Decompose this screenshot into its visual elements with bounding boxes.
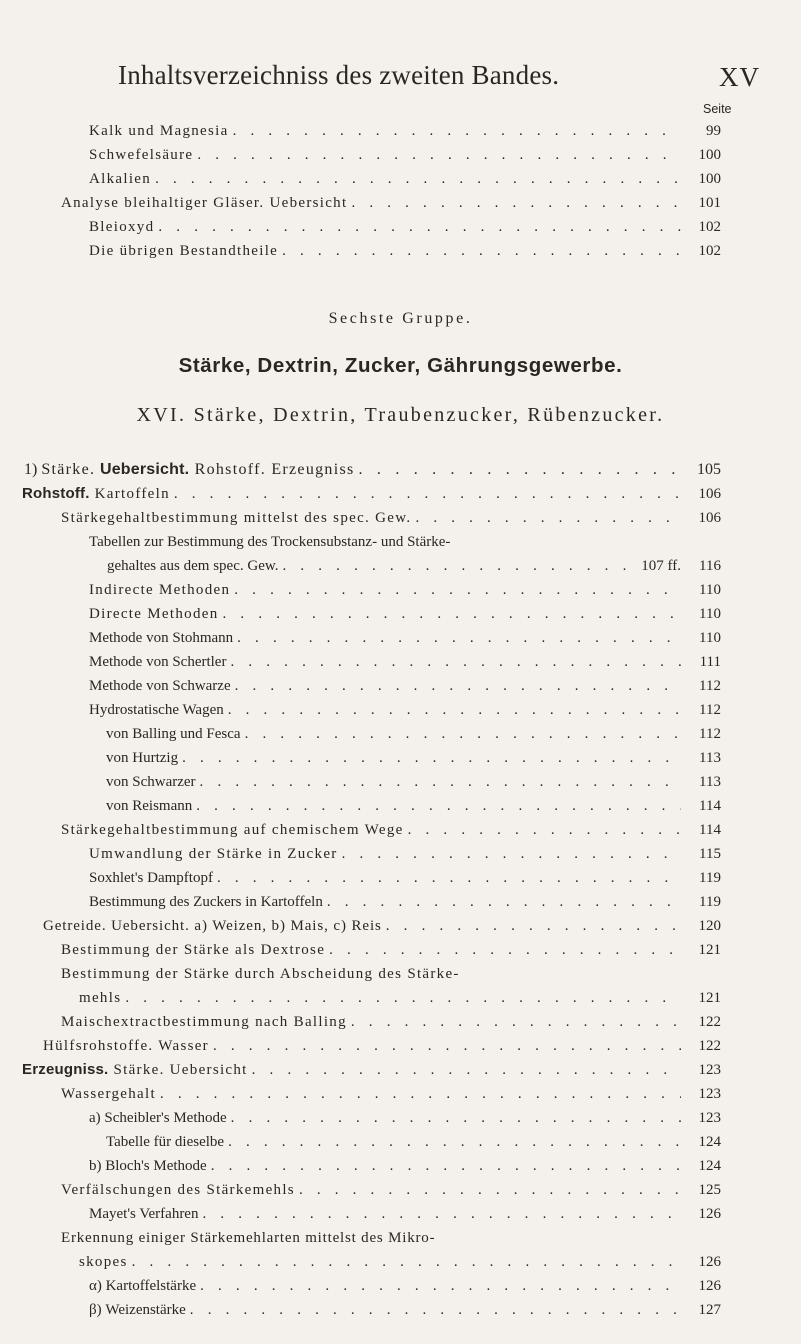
toc-entry-text: α) Kartoffelstärke bbox=[89, 1278, 197, 1294]
toc-entry-page: 99 bbox=[706, 123, 721, 139]
dot-leader bbox=[193, 143, 681, 167]
toc-entry bbox=[89, 578, 721, 602]
toc-entry bbox=[61, 962, 721, 986]
toc-entry-page: 110 bbox=[699, 582, 721, 598]
toc-entry-page: 114 bbox=[699, 822, 721, 838]
toc-entry-text: Wassergehalt bbox=[61, 1086, 156, 1102]
toc-entry-rest: Rohstoff. Erzeugniss bbox=[189, 461, 355, 478]
dot-leader bbox=[224, 698, 681, 722]
toc-entry-page: 123 bbox=[698, 1086, 721, 1102]
toc-entry bbox=[89, 674, 721, 698]
toc-entry-text: Analyse bleihaltiger Gläser. Uebersicht bbox=[61, 195, 348, 211]
toc-entry-text: Alkalien bbox=[89, 171, 152, 187]
toc-entry-page: 105 bbox=[697, 461, 721, 478]
dot-leader bbox=[207, 1154, 681, 1178]
toc-entry-page: 124 bbox=[698, 1134, 721, 1150]
toc-entry-page: 111 bbox=[699, 654, 721, 670]
toc-entry-text: Hülfsrohstoffe. Wasser bbox=[43, 1038, 209, 1054]
toc-entry-page: 122 bbox=[698, 1038, 721, 1054]
toc-entry bbox=[24, 458, 721, 482]
dot-leader bbox=[231, 674, 681, 698]
toc-entry-text: Methode von Schwarze bbox=[89, 678, 231, 694]
toc-entry-text: von Schwarzer bbox=[106, 774, 196, 790]
toc-entry-page: 126 bbox=[698, 1254, 721, 1270]
toc-entry-text: Mayet's Verfahren bbox=[89, 1206, 199, 1222]
toc-entry bbox=[106, 770, 721, 794]
dot-leader bbox=[224, 1130, 681, 1154]
page-numeral: XV bbox=[719, 62, 760, 92]
toc-entry bbox=[89, 602, 721, 626]
dot-leader bbox=[186, 1298, 681, 1322]
toc-entry-text: Bestimmung des Zuckers in Kartoffeln bbox=[89, 894, 323, 910]
toc-entry-text: Hydrostatische Wagen bbox=[89, 702, 224, 718]
group-label: Sechste Gruppe. bbox=[328, 310, 473, 327]
group-title: Stärke, Dextrin, Zucker, Gährungsgewerbe. bbox=[178, 354, 623, 377]
dot-leader bbox=[338, 842, 681, 866]
toc-entry-text: gehaltes aus dem spec. Gew. bbox=[107, 558, 279, 574]
dot-leader bbox=[347, 191, 681, 215]
toc-entry-text: Stärke. bbox=[41, 461, 96, 478]
toc-entry-text: Stärkegehaltbestimmung auf chemischem Wege bbox=[61, 822, 404, 838]
toc-entry bbox=[61, 1178, 721, 1202]
dot-leader bbox=[411, 506, 681, 530]
toc-entry bbox=[89, 119, 721, 143]
toc-entry bbox=[79, 1250, 721, 1274]
toc-entry-page: 123 bbox=[698, 1110, 721, 1126]
toc-entry-text: Bestimmung der Stärke durch Abscheidung des Stärke- bbox=[61, 966, 460, 982]
dot-leader bbox=[192, 794, 681, 818]
toc-entry bbox=[61, 191, 721, 215]
toc-entry-text: Stärkegehaltbestimmung mittelst des spec. Gew. bbox=[61, 510, 412, 526]
toc-entry-page: 106 bbox=[698, 510, 721, 526]
toc-entry bbox=[89, 1298, 721, 1322]
toc-entry-page: 102 bbox=[698, 219, 721, 235]
dot-leader bbox=[233, 626, 681, 650]
toc-entry-text: Die übrigen Bestandtheile bbox=[89, 243, 279, 259]
toc-entry bbox=[106, 722, 721, 746]
dot-leader bbox=[209, 1034, 681, 1058]
toc-entry-bold: Erzeugniss. bbox=[22, 1061, 109, 1078]
dot-leader bbox=[404, 818, 681, 842]
toc-entry-page: 100 bbox=[698, 147, 721, 163]
toc-entry-page: 112 bbox=[699, 702, 721, 718]
toc-entry bbox=[89, 215, 721, 239]
toc-entry bbox=[89, 1106, 721, 1130]
toc-entry bbox=[89, 698, 721, 722]
toc-entry bbox=[43, 914, 721, 938]
toc-entry bbox=[89, 143, 721, 167]
toc-entry-text: Getreide. Uebersicht. a) Weizen, b) Mais, c) Reis bbox=[43, 918, 382, 934]
running-header-title: Inhaltsverzeichniss des zweiten Bandes. bbox=[118, 60, 560, 90]
dot-leader bbox=[347, 1010, 681, 1034]
toc-entry-page: 110 bbox=[699, 606, 721, 622]
dot-leader bbox=[278, 554, 637, 578]
dot-leader bbox=[323, 890, 681, 914]
toc-entry-text: mehls bbox=[79, 990, 122, 1006]
toc-entry-page: 116 bbox=[699, 558, 721, 574]
toc-entry-text: b) Bloch's Methode bbox=[89, 1158, 207, 1174]
dot-leader bbox=[196, 770, 681, 794]
toc-entry-text: Methode von Schertler bbox=[89, 654, 227, 670]
toc-entry-text: Schwefelsäure bbox=[89, 147, 194, 163]
dot-leader bbox=[355, 458, 681, 482]
toc-entry-page: 110 bbox=[699, 630, 721, 646]
toc-entry-text: Kalk und Magnesia bbox=[89, 123, 229, 139]
toc-entry bbox=[43, 1034, 721, 1058]
dot-leader bbox=[128, 1250, 681, 1274]
toc-entry-page: 122 bbox=[698, 1014, 721, 1030]
toc-entry-page: 124 bbox=[698, 1158, 721, 1174]
toc-entry bbox=[89, 1202, 721, 1226]
toc-entry-text: Bestimmung der Stärke als Dextrose bbox=[61, 942, 326, 958]
toc-entry bbox=[89, 1274, 721, 1298]
toc-entry bbox=[61, 1082, 721, 1106]
toc-entry-text: Directe Methoden bbox=[89, 606, 219, 622]
toc-entry-text: Bleioxyd bbox=[89, 219, 155, 235]
toc-entry bbox=[107, 554, 721, 578]
toc-entry bbox=[89, 530, 721, 554]
toc-entry-text: β) Weizenstärke bbox=[89, 1302, 186, 1318]
dot-leader bbox=[227, 1106, 681, 1130]
dot-leader bbox=[230, 578, 681, 602]
dot-leader bbox=[278, 239, 681, 263]
toc-entry-text: Verfälschungen des Stärkemehls bbox=[61, 1182, 295, 1198]
dot-leader bbox=[198, 1202, 681, 1226]
toc-entry-page: 102 bbox=[698, 243, 721, 259]
toc-entry bbox=[22, 482, 721, 506]
toc-entry-text: Umwandlung der Stärke in Zucker bbox=[89, 846, 338, 862]
toc-entry-text: skopes bbox=[79, 1254, 128, 1270]
toc-entry-page: 112 bbox=[699, 678, 721, 694]
toc-entry-page: 101 bbox=[698, 195, 721, 211]
dot-leader bbox=[226, 650, 681, 674]
toc-entry-page: 121 bbox=[698, 990, 721, 1006]
toc-entry-page: 113 bbox=[699, 750, 721, 766]
toc-entry-text: Indirecte Methoden bbox=[89, 582, 231, 598]
toc-entry-text: Tabelle für dieselbe bbox=[106, 1134, 225, 1150]
toc-entry bbox=[61, 818, 721, 842]
toc-entry-range: 107 ff. bbox=[641, 558, 681, 574]
toc-entry bbox=[61, 506, 721, 530]
toc-entry-text: Maischextractbestimmung nach Balling bbox=[61, 1014, 347, 1030]
dot-leader bbox=[382, 914, 681, 938]
toc-entry bbox=[89, 866, 721, 890]
toc-entry bbox=[89, 890, 721, 914]
toc-entry bbox=[106, 1130, 721, 1154]
toc-entry-bold: Rohstoff. bbox=[22, 485, 90, 502]
toc-entry-text: von Reismann bbox=[106, 798, 193, 814]
toc-entry-text: Tabellen zur Bestimmung des Trockensubstanz- und Stärke- bbox=[89, 534, 451, 550]
toc-entry-text: von Balling und Fesca bbox=[106, 726, 241, 742]
toc-entry-text: Stärke. Uebersicht bbox=[108, 1062, 248, 1078]
chapter-title: XVI. Stärke, Dextrin, Traubenzucker, Rübenzucker. bbox=[136, 404, 665, 426]
toc-entry-page: 126 bbox=[698, 1206, 721, 1222]
toc-entry-page: 115 bbox=[699, 846, 721, 862]
toc-entry-text: Kartoffeln bbox=[89, 486, 170, 502]
toc-entry-page: 127 bbox=[698, 1302, 721, 1318]
toc-entry-text: a) Scheibler's Methode bbox=[89, 1110, 227, 1126]
toc-entry bbox=[89, 650, 721, 674]
toc-entry bbox=[106, 746, 721, 770]
dot-leader bbox=[196, 1274, 681, 1298]
toc-entry-text: von Hurtzig bbox=[106, 750, 179, 766]
dot-leader bbox=[241, 722, 681, 746]
toc-entry bbox=[22, 1058, 721, 1082]
toc-entry-page: 112 bbox=[699, 726, 721, 742]
toc-entry bbox=[89, 239, 721, 263]
toc-entry-page: 106 bbox=[698, 486, 721, 502]
toc-entry bbox=[61, 1226, 721, 1250]
dot-leader bbox=[248, 1058, 681, 1082]
toc-entry-text: Erkennung einiger Stärkemehlarten mittelst des Mikro- bbox=[61, 1230, 436, 1246]
dot-leader bbox=[151, 167, 681, 191]
toc-entry bbox=[89, 1154, 721, 1178]
toc-entry-page: 114 bbox=[699, 798, 721, 814]
toc-entry bbox=[89, 167, 721, 191]
dot-leader bbox=[295, 1178, 681, 1202]
dot-leader bbox=[213, 866, 681, 890]
toc-entry bbox=[106, 794, 721, 818]
dot-leader bbox=[154, 215, 681, 239]
dot-leader bbox=[170, 482, 681, 506]
dot-leader bbox=[229, 119, 681, 143]
page-column-label: Seite bbox=[703, 102, 732, 116]
toc-entry-page: 123 bbox=[698, 1062, 721, 1078]
dot-leader bbox=[325, 938, 681, 962]
toc-entry bbox=[89, 842, 721, 866]
toc-entry bbox=[61, 938, 721, 962]
toc-entry-page: 100 bbox=[698, 171, 721, 187]
toc-entry-text: Methode von Stohmann bbox=[89, 630, 234, 646]
dot-leader bbox=[156, 1082, 681, 1106]
toc-entry bbox=[61, 1010, 721, 1034]
toc-entry-text: Soxhlet's Dampftopf bbox=[89, 870, 213, 886]
toc-entry-page: 119 bbox=[699, 870, 721, 886]
dot-leader bbox=[121, 986, 681, 1010]
section-number: 1) bbox=[24, 461, 42, 478]
toc-entry bbox=[79, 986, 721, 1010]
toc-entry-page: 126 bbox=[698, 1278, 721, 1294]
toc-entry-page: 120 bbox=[698, 918, 721, 934]
dot-leader bbox=[219, 602, 681, 626]
dot-leader bbox=[178, 746, 681, 770]
toc-entry-page: 119 bbox=[699, 894, 721, 910]
toc-entry-page: 121 bbox=[698, 942, 721, 958]
toc-entry-page: 125 bbox=[698, 1182, 721, 1198]
toc-entry-bold: Uebersicht. bbox=[95, 461, 190, 478]
toc-entry bbox=[89, 626, 721, 650]
toc-entry-page: 113 bbox=[699, 774, 721, 790]
